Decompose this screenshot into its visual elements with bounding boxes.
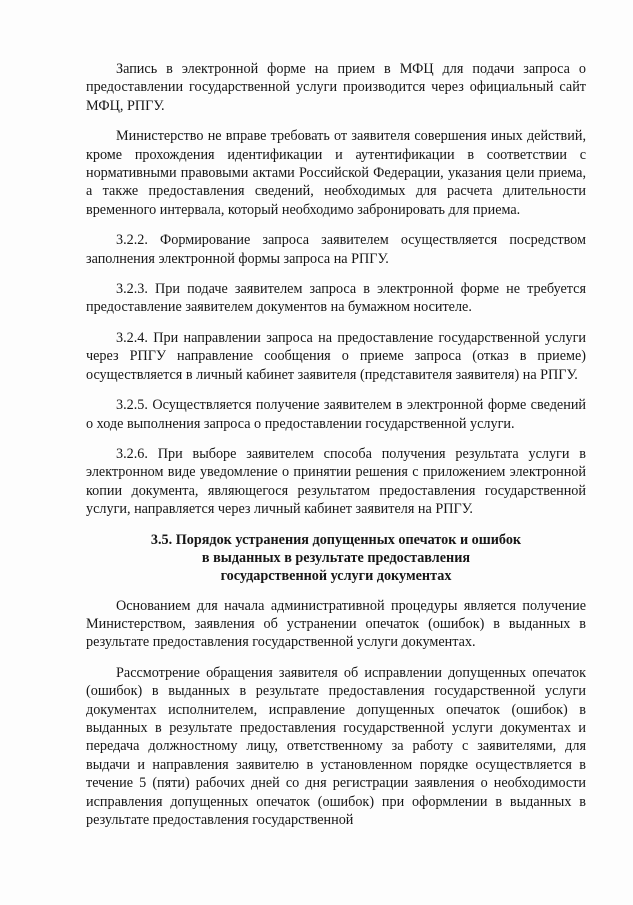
section-heading-3-5 <box>86 531 586 585</box>
document-body <box>86 60 586 841</box>
paragraph-grounds: Основанием для начала административной процедуры является получение Министерством, заявления об устранении опечаток (ошибок) в выданных в результате предоставления государственной услуги документах. <box>86 597 586 651</box>
paragraph-review-procedure: Рассмотрение обращения заявителя об исправлении допущенных опечаток (ошибок) в выданных в результате предоставления государственной услуги документах исполнителем, исправление допущенных опечаток (ошибок) в выданных в результате предоставления государственной услуги документах и передача должностному лицу, ответственному за работу с заявителями, для выдачи и направления заявителю в установленном порядке осуществляется в течение 5 (пяти) рабочих дней со дня регистрации заявления о необходимости исправления допущенных опечаток (ошибок) при оформлении в выданных в результате предоставления государственной <box>86 664 586 828</box>
section-heading-line: государственной услуги документах <box>220 567 452 584</box>
section-heading-line: 3.5. Порядок устранения допущенных опечаток и ошибок <box>150 531 522 548</box>
paragraph-ministry-restrictions: Министерство не вправе требовать от заявителя совершения иных действий, кроме прохождения идентификации и аутентификации в соответствии с нормативными правовыми актами Российской Федерации, указания цели приема, а также предоставления сведений, необходимых для расчета длительности временного интервала, который необходимо забронировать для приема. <box>86 128 586 218</box>
section-heading-line: в выданных в результате предоставления <box>201 549 471 566</box>
paragraph-3-2-4: 3.2.4. При направлении запроса на предоставление государственной услуги через РПГУ направление сообщения о приеме запроса (отказ в приеме) осуществляется в личный кабинет заявителя (представителя заявителя) на РПГУ. <box>86 329 586 383</box>
paragraph-3-2-3: 3.2.3. При подаче заявителем запроса в электронной форме не требуется предоставление заявителем документов на бумажном носителе. <box>86 281 586 316</box>
paragraph-mfc-appointment: Запись в электронной форме на прием в МФЦ для подачи запроса о предоставлении государственной услуги производится через официальный сайт МФЦ, РПГУ. <box>86 61 586 114</box>
paragraph-3-2-2: 3.2.2. Формирование запроса заявителем осуществляется посредством заполнения электронной формы запроса на РПГУ. <box>86 232 586 267</box>
paragraph-3-2-6: 3.2.6. При выборе заявителем способа получения результата услуги в электронном виде уведомление о принятии решения с приложением электронной копии документа, являющегося результатом предоставления государственной услуги, направляется через личный кабинет заявителя на РПГУ. <box>86 445 586 518</box>
paragraph-3-2-5: 3.2.5. Осуществляется получение заявителем в электронной форме сведений о ходе выполнения запроса о предоставлении государственной услуги. <box>86 397 586 432</box>
